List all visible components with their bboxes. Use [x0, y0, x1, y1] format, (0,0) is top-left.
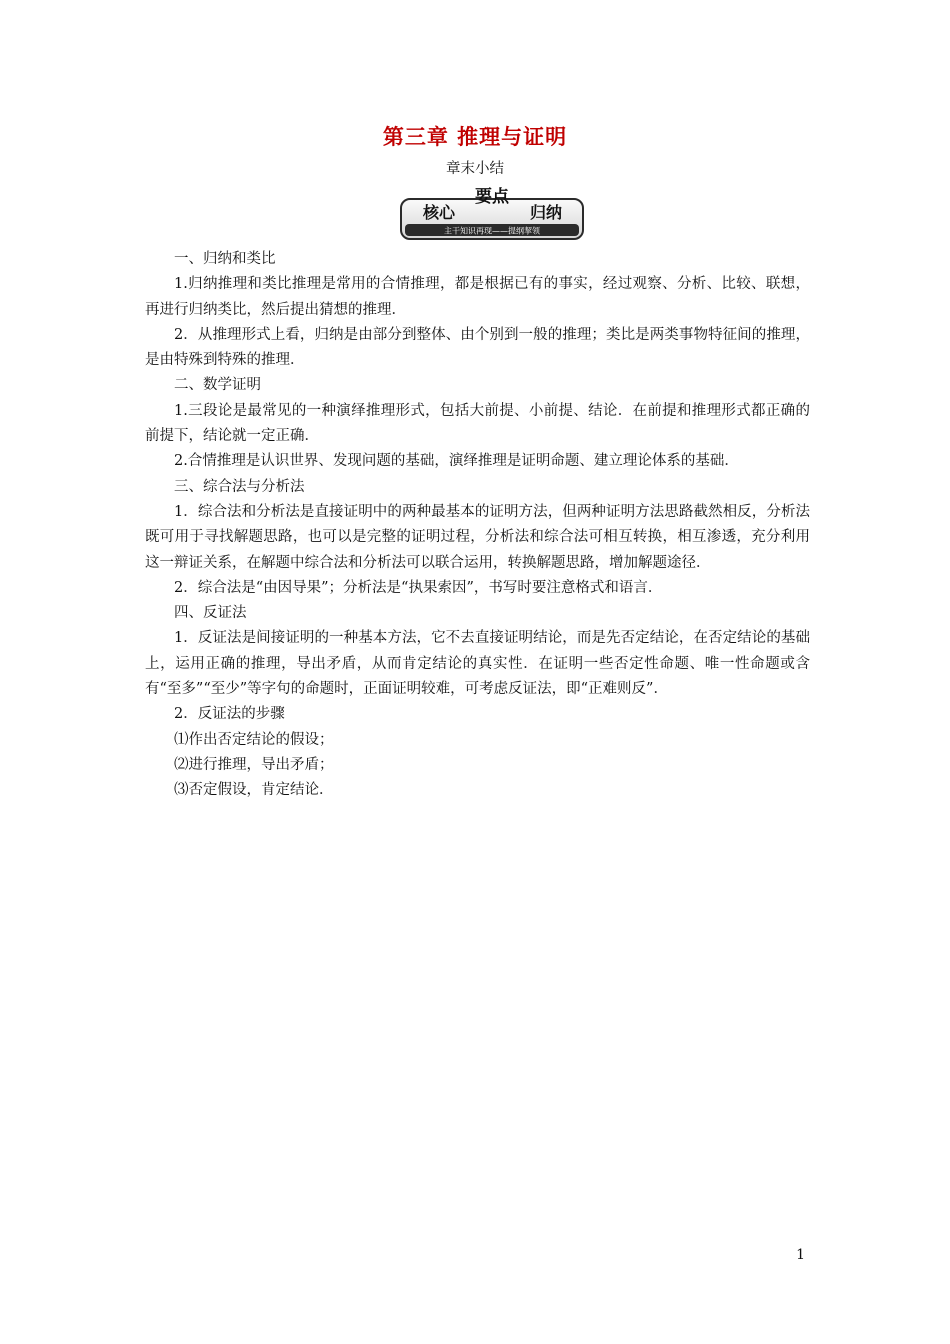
paragraph: 2．综合法是“由因导果”；分析法是“执果索因”，书写时要注意格式和语言．	[174, 579, 663, 596]
paragraph: 2．反证法的步骤	[174, 706, 285, 723]
chapter-title: 第三章 推理与证明	[382, 125, 568, 149]
banner-top-text: 要点	[475, 187, 509, 207]
banner-tagline: 主干知识再现——提纲挈领	[444, 226, 540, 236]
banner-left-text: 核心	[422, 203, 456, 222]
paragraph: 2．从推理形式上看，归纳是由部分到整体、由个别到一般的推理；类比是两类事物特征间的推理，是由特殊到特殊的推理．	[145, 326, 810, 369]
list-item: ⑶否定假设，肯定结论．	[174, 782, 334, 799]
paragraph: 1.三段论是最常见的一种演绎推理形式，包括大前提、小前提、结论．在前提和推理形式都正确的前提下，结论就一定正确．	[145, 402, 810, 445]
paragraph: 1．反证法是间接证明的一种基本方法，它不去直接证明结论，而是先否定结论，在否定结论的基础上，运用正确的推理，导出矛盾，从而肯定结论的真实性．在证明一些否定性命题、唯一性命题或含有“至多”“至少”等字句的命题时，正面证明较难，可考虑反证法，即“正难则反”．	[145, 630, 810, 698]
heading-contradiction: 四、反证法	[174, 605, 247, 622]
list-item: ⑵进行推理，导出矛盾；	[174, 756, 334, 773]
banner-right-text: 归纳	[529, 203, 563, 222]
heading-synthesis-analysis: 三、综合法与分析法	[174, 478, 305, 495]
body-text	[145, 247, 810, 804]
paragraph: 1.归纳推理和类比推理是常用的合情推理，都是根据已有的事实，经过观察、分析、比较、联想，再进行归纳类比，然后提出猜想的推理．	[145, 276, 810, 318]
heading-proof: 二、数学证明	[174, 377, 261, 394]
page-number: 1	[796, 1247, 805, 1263]
section-subtitle: 章末小结	[446, 161, 504, 177]
paragraph: 1．综合法和分析法是直接证明中的两种最基本的证明方法，但两种证明方法思路截然相反，分析法既可用于寻找解题思路，也可以是完整的证明过程，分析法和综合法可相互转换，相互渗透，充分利用这一辩证关系，在解题中综合法和分析法可以联合运用，转换解题思路，增加解题途径．	[145, 503, 810, 571]
heading-induction: 一、归纳和类比	[174, 251, 276, 267]
key-points-banner	[400, 186, 584, 240]
paragraph: 2.合情推理是认识世界、发现问题的基础，演绎推理是证明命题、建立理论体系的基础．	[174, 453, 739, 470]
list-item: ⑴作出否定结论的假设；	[174, 731, 334, 748]
